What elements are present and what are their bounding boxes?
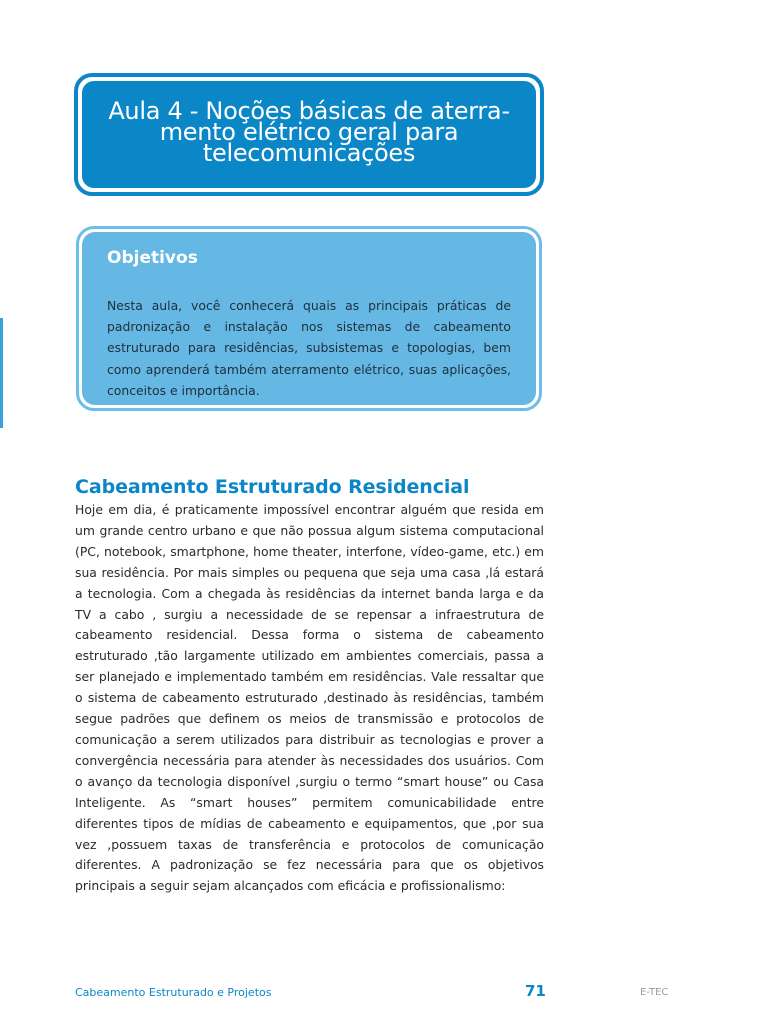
section-body-text: Hoje em dia, é praticamente impossível encontrar alguém que resida em um grande centro urbano e que não possua algum sistema computacional (PC, notebook, smartphone, home theater, interfone, vídeo-game, etc.) em sua residência. Por mais simples ou pequena que seja uma casa ,lá estará a tecnologia. Com a chegada às residências da internet banda larga e da TV a cabo , surgiu a necessidade de se repensar a infraestrutura de cabeamento residencial. Dessa forma o sistema de cabeamento estruturado ,tão largamente utilizado em ambientes comerciais, passa a ser planejado e implementado também em residências. Vale ressaltar que o sistema de cabeamento estruturado ,destinado às residências, também segue padrões que definem os meios de transmissão e protocolos de comunicação a serem utilizados para distribuir as tecnologias e prover a convergência necessária para atender às necessidades dos usuários. Com o avanço da tecnologia disponível ,surgiu o termo “smart house” ou Casa Inteligente. As “smart houses” permitem comunicabilidade entre diferentes tipos de mídias de cabeamento e equipamentos, que ,por sua vez ,possuem taxas de transferência e protocolos de comunicação diferentes. A padronização se fez necessária para que os objetivos principais a seguir sejam alcançados com eficácia e profissionalismo: [75,502,544,894]
lesson-title-box [74,73,544,196]
page-footer [0,982,768,1006]
footer-page-number: 71 [525,982,546,1000]
lesson-title-line-1: Aula 4 - Noções básicas de aterra- [108,97,510,125]
objectives-box [76,226,542,411]
lesson-title-line-2: mento elétrico geral para [159,118,459,146]
footer-brand: E-TEC [640,987,669,998]
objectives-heading: Objetivos [107,248,198,268]
lesson-title-line-3: telecomunicações [202,139,416,167]
left-edge-bar [0,318,3,428]
lesson-title [108,97,510,167]
section-heading: Cabeamento Estruturado Residencial [75,476,470,498]
objectives-panel [82,232,536,405]
objectives-text: Nesta aula, você conhecerá quais as principais práticas de padronização e instalação nos sistemas de cabeamento estruturado para residências, subsistemas e topologias, bem como aprenderá também aterramento elétrico, suas aplicações, conceitos e importância. [107,298,511,398]
footer-book-title: Cabeamento Estruturado e Projetos [75,986,272,999]
lesson-title-panel [82,81,536,188]
